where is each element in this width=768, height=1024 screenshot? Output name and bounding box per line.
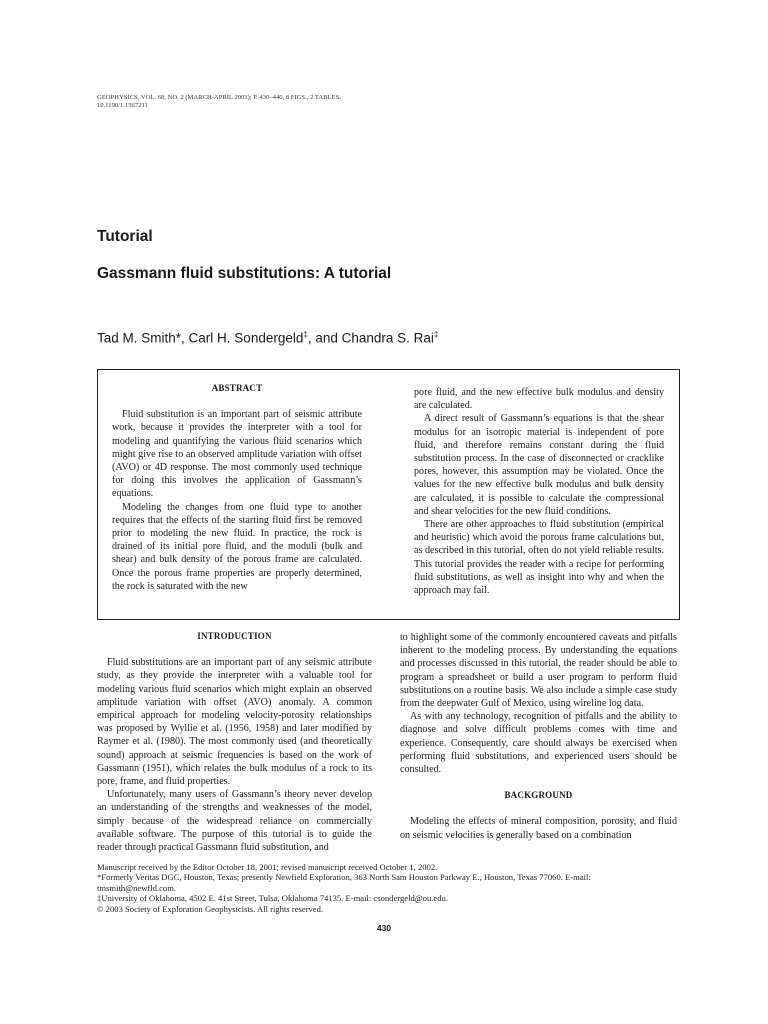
author-name: , Carl H. Sondergeld [181,330,304,346]
author-list [97,330,438,346]
footnote-received: Manuscript received by the Editor October 18, 2001; revised manuscript received October 1, 2002. [97,862,438,872]
author-mark: * [175,330,182,346]
body-paragraph: As with any technology, recognition of pitfalls and the ability to diagnose and solve difficult problems comes with time and experience. Consequently, care should always be exercised when performing fluid substitutions, and experienced users should be consulted. [400,711,677,776]
abstract-left-column [112,382,362,593]
author-name: Tad M. Smith [97,330,176,346]
footnote-copyright: © 2003 Society of Exploration Geophysicists. All rights reserved. [97,903,324,914]
abstract-paragraph: Modeling the changes from one fluid type to another requires that the effects of the starting fluid first be removed prior to modeling the new fluid. In practice, the rock is drained of its initial pore fluid, and the moduli (bulk and shear) and bulk density of the porous frame are calculated. Once the porous frame properties are properly determined, the rock is saturated with the new [112,501,362,592]
abstract-paragraph: pore fluid, and the new effective bulk modulus and density are calculated. [414,387,664,412]
body-paragraph: Modeling the effects of mineral composition, porosity, and fluid on seismic velocities is generally based on a combination [400,816,677,841]
footnote-affiliation: *Formerly Veritas DGC, Houston, Texas; presently Newfield Exploration, 363 North Sam Houston Parkway E., Houston, Texas 77060. E-mail: [97,872,591,883]
author-mark: ‡ [303,330,308,339]
body-paragraph: Fluid substitutions are an important part of any seismic attribute study, as they provide the interpreter with a valuable tool for modeling various fluid scenarios which might explain an observed amplitude variation with offset (AVO) anomaly. A common empirical approach for modeling velocity-porosity relationships was proposed by Wyllie et al. (1956, 1958) and later modified by Raymer et al. (1980). The most commonly used (and theoretically sound) approach at seismic frequencies is based on the work of Gassmann (1951), which relates the bulk modulus of a rock to its pore, frame, and fluid properties. [97,657,372,788]
body-right-column [400,631,677,842]
body-paragraph: Unfortunately, many users of Gassmann’s theory never develop an understanding of the strengths and weaknesses of the model, simply because of the widespread reliance on commercially available software. The purpose of this tutorial is to guide the reader through practical Gassmann fluid substitution, and [97,789,372,854]
body-left-column [97,630,372,854]
journal-citation: GEOPHYSICS, VOL. 68, NO. 2 (MARCH-APRIL 2003); P. 430–440, 8 FIGS., 2 TABLES. [97,94,341,101]
footnote-email: tmsmith@newfld.com. [97,882,177,893]
author-name: , and Chandra S. Rai [307,330,434,346]
doi: 10.1190/1.1567211 [97,102,148,109]
background-heading: BACKGROUND [504,790,573,801]
body-paragraph: to highlight some of the commonly encountered caveats and pitfalls inherent to the modeling process. By understanding the equations and processes discussed in this tutorial, the reader should be able to program a spreadsheet or build a user program to perform fluid substitutions on a routine basis. We also include a simple case study from the deepwater Gulf of Mexico, using wireline log data. [400,632,677,710]
journal-header [97,94,341,110]
abstract-paragraph: There are other approaches to fluid substitution (empirical and heuristic) which avoid the porous frame calculations but, as described in this tutorial, often do not yield reliable results. This tutorial provides the reader with a recipe for performing fluid substitutions, as well as insight into why and when the approach may fail. [414,519,664,597]
page-number: 430 [376,923,392,933]
abstract-paragraph: Fluid substitution is an important part of seismic attribute work, because it provides the interpreter with a tool for modeling and quantifying the various fluid scenarios which might give rise to an observed amplitude variation with offset (AVO) or 4D response. The most commonly used technique for doing this involves the application of Gassmann’s equations. [112,409,362,500]
introduction-heading: INTRODUCTION [197,631,272,641]
abstract-right-column [414,386,664,597]
footnotes [97,862,687,914]
article-title: Gassmann fluid substitutions: A tutorial [97,265,392,282]
section-label: Tutorial [97,228,153,245]
abstract-paragraph: A direct result of Gassmann’s equations is that the shear modulus for an isotropic material is independent of pore fluid, and therefore remains constant during the fluid substitution process. In the case of disconnected or cracklike pores, however, this assumption may be violated. Once the values for the new effective bulk modulus and bulk density are calculated, it is possible to calculate the compressional and shear velocities for the new fluid conditions. [414,413,664,517]
abstract-heading: ABSTRACT [211,383,263,393]
footnote-affiliation: ‡University of Oklahoma, 4502 E. 41st Street, Tulsa, Oklahoma 74135. E-mail: csondergeld@ou.edu. [97,893,448,904]
author-mark: ‡ [433,330,439,339]
